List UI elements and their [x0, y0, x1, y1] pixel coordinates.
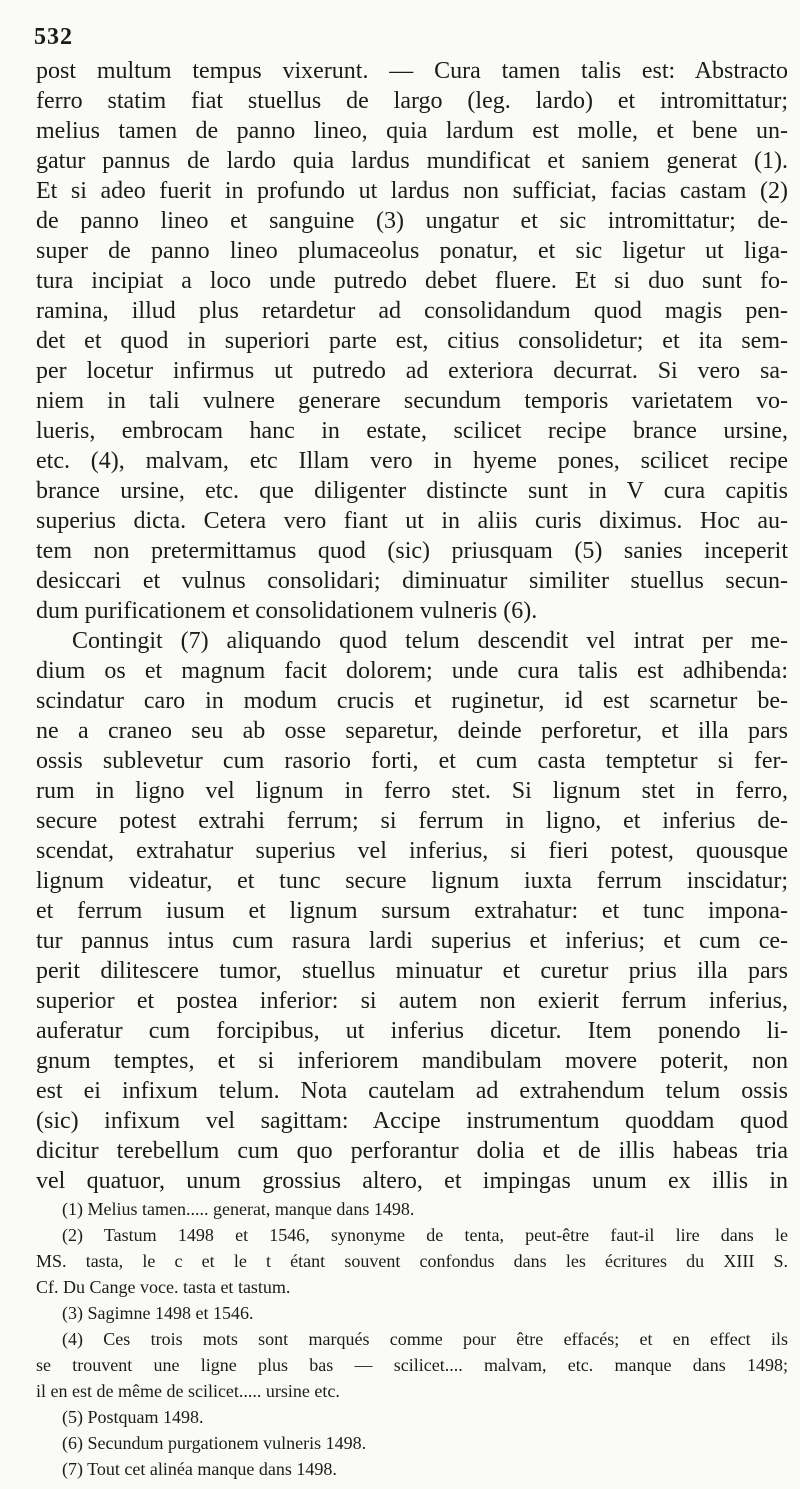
text-line: brance ursine, etc. que diligenter distincte sunt in V cura capitis — [36, 478, 788, 504]
text-line: et ferrum iusum et lignum sursum extrahatur: et tunc impona- — [36, 898, 788, 924]
text-line: auferatur cum forcipibus, ut inferius dicetur. Item ponendo li- — [36, 1018, 788, 1044]
footnote: il en est de même de scilicet..... ursine etc. — [36, 1381, 340, 1401]
text-line: lueris, embrocam hanc in estate, scilicet recipe brance ursine, — [36, 418, 788, 444]
text-line: (sic) infixum vel sagittam: Accipe instrumentum quoddam quod — [36, 1108, 788, 1134]
footnote: Cf. Du Cange voce. tasta et tastum. — [36, 1277, 291, 1297]
text-line: per locetur infirmus ut putredo ad exteriora decurrat. Si vero sa- — [36, 358, 788, 384]
footnote: MS. tasta, le c et le t étant souvent confondus dans les écritures du XIII S. — [36, 1251, 788, 1271]
text-line: dum purificationem et consolidationem vulneris (6). — [36, 598, 538, 624]
text-line: perit dilitescere tumor, stuellus minuatur et curetur prius illa pars — [36, 958, 788, 984]
footnote: (6) Secundum purgationem vulneris 1498. — [62, 1433, 367, 1453]
text-line: tem non pretermittamus quod (sic) priusquam (5) sanies inceperit — [36, 538, 788, 564]
text-line: rum in ligno vel lignum in ferro stet. Si lignum stet in ferro, — [36, 778, 788, 804]
text-line: tura incipiat a loco unde putredo debet fluere. Et si duo sunt fo- — [36, 268, 788, 294]
text-line: post multum tempus vixerunt. — Cura tamen talis est: Abstracto — [36, 58, 788, 84]
text-line: melius tamen de panno lineo, quia lardum est molle, et bene un- — [36, 118, 788, 144]
footnote: (2) Tastum 1498 et 1546, synonyme de tenta, peut-être faut-il lire dans le — [62, 1225, 788, 1245]
text-line: etc. (4), malvam, etc Illam vero in hyeme pones, scilicet recipe — [36, 448, 788, 474]
footnote: (5) Postquam 1498. — [62, 1407, 204, 1427]
page-number: 532 — [34, 24, 73, 50]
text-line: ne a craneo seu ab osse separetur, deinde perforetur, et illa pars — [36, 718, 788, 744]
text-line: vel quatuor, unum grossius altero, et impingas unum ex illis in — [36, 1168, 788, 1194]
text-line: secure potest extrahi ferrum; si ferrum in ligno, et inferius de- — [36, 808, 788, 834]
footnotes — [36, 1196, 788, 1482]
text-line: ferro statim fiat stuellus de largo (leg. lardo) et intromittatur; — [36, 88, 788, 114]
text-line: scindatur caro in modum crucis et ruginetur, id est scarnetur be- — [36, 688, 788, 714]
text-line: gatur pannus de lardo quia lardus mundificat et saniem generat (1). — [36, 148, 788, 174]
text-line: superius dicta. Cetera vero fiant ut in aliis curis diximus. Hoc au- — [36, 508, 788, 534]
text-line: gnum temptes, et si inferiorem mandibulam movere poterit, non — [36, 1048, 788, 1074]
text-line: dium os et magnum facit dolorem; unde cura talis est adhibenda: — [36, 658, 788, 684]
text-line: est ei infixum telum. Nota cautelam ad extrahendum telum ossis — [36, 1078, 788, 1104]
text-line: ramina, illud plus retardetur ad consolidandum quod magis pen- — [36, 298, 788, 324]
text-line: Et si adeo fuerit in profundo ut lardus non sufficiat, facias castam (2) — [36, 178, 788, 204]
footnote: (3) Sagimne 1498 et 1546. — [62, 1303, 254, 1323]
text-line: ossis sublevetur cum rasorio forti, et cum casta temptetur si fer- — [36, 748, 788, 774]
footnote: (1) Melius tamen..... generat, manque dans 1498. — [62, 1199, 415, 1219]
text-line: dicitur terebellum cum quo perforantur dolia et de illis habeas tria — [36, 1138, 788, 1164]
footnote: se trouvent une ligne plus bas — scilicet.... malvam, etc. manque dans 1498; — [36, 1355, 788, 1375]
text-line: Contingit (7) aliquando quod telum descendit vel intrat per me- — [72, 628, 788, 654]
text-line: desiccari et vulnus consolidari; diminuatur similiter stuellus secun- — [36, 568, 788, 594]
footnote: (4) Ces trois mots sont marqués comme pour être effacés; et en effect ils — [62, 1329, 788, 1349]
main-text — [36, 56, 788, 1196]
text-line: super de panno lineo plumaceolus ponatur, et sic ligetur ut liga- — [36, 238, 788, 264]
text-line: niem in tali vulnere generare secundum temporis varietatem vo- — [36, 388, 788, 414]
text-line: scendat, extrahatur superius vel inferius, si fieri potest, quousque — [36, 838, 788, 864]
text-line: lignum videatur, et tunc secure lignum iuxta ferrum inscidatur; — [36, 868, 788, 894]
text-line: de panno lineo et sanguine (3) ungatur et sic intromittatur; de- — [36, 208, 788, 234]
text-line: superior et postea inferior: si autem non exierit ferrum inferius, — [36, 988, 788, 1014]
text-line: tur pannus intus cum rasura lardi superius et inferius; et cum ce- — [36, 928, 788, 954]
footnote: (7) Tout cet alinéa manque dans 1498. — [62, 1459, 337, 1479]
text-line: det et quod in superiori parte est, citius consolidetur; et ita sem- — [36, 328, 788, 354]
